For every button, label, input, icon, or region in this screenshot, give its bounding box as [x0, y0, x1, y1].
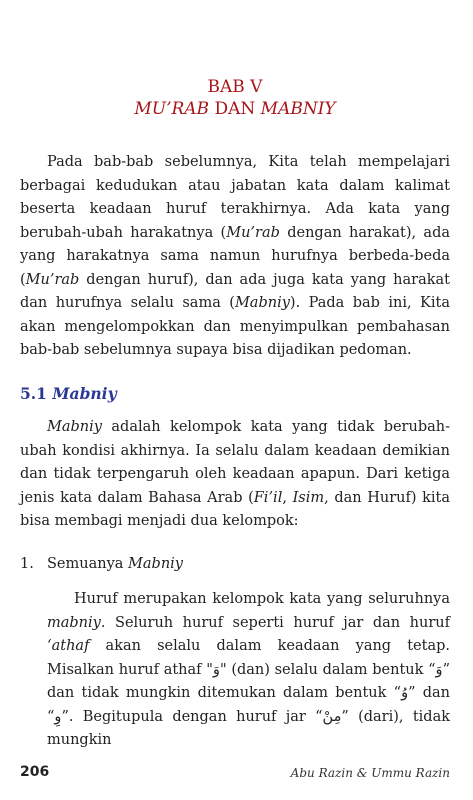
list-emphasis-1: mabniy [47, 614, 101, 631]
list-label [47, 556, 183, 572]
list-item-paragraph [47, 588, 450, 753]
section-text-3: , dan Huruf) kita bisa membagi menjadi dua kelompok: [20, 489, 450, 529]
arabic-waw-fathah: وَ [212, 661, 220, 678]
arabic-waw-dammah: وُ [401, 685, 409, 701]
intro-text-1: Pada bab-bab sebelumnya, Kita telah mempelajari berbagai kedudukan atau jabatan kata dalam kalimat beserta keadaan huruf terakhirnya. Ada kata yang berubah-ubah harakatnya ( [20, 154, 450, 241]
list-number: 1. [20, 556, 34, 572]
chapter-name [20, 98, 450, 120]
list-text-1: Huruf merupakan kelompok kata yang seluruhnya [74, 591, 450, 607]
list-label-emphasis: Mabniy [128, 556, 183, 572]
intro-emphasis-1: Mu’rab [226, 224, 280, 241]
section-emphasis-2: Fi’il [253, 489, 283, 506]
chapter-name-part-b: DAN [209, 99, 261, 119]
list-text-7: ”. Begitupula dengan huruf jar “ [61, 708, 323, 725]
section-emphasis-3: Isim [292, 489, 325, 506]
list-text-6: ” dan “ [47, 685, 450, 725]
section-title: Mabniy [52, 384, 117, 403]
intro-text-3: dengan huruf), dan ada juga kata yang harakat dan hurufnya selalu sama ( [20, 271, 450, 311]
chapter-number: BAB V [207, 77, 263, 97]
arabic-min: مِنْ [322, 708, 342, 725]
intro-paragraph [20, 151, 450, 363]
page-number: 206 [20, 764, 50, 780]
page-footer [20, 764, 450, 784]
section-text-2: , [282, 489, 293, 506]
chapter-name-part-c: MABNIY [260, 99, 336, 119]
intro-emphasis-2: Mu’rab [25, 271, 80, 288]
chapter-title [20, 76, 450, 120]
list-text-2: . Seluruh huruf seperti huruf jar dan huruf [100, 614, 450, 631]
list-text-3: akan selalu dalam keadaan yang tetap. Misalkan huruf athaf " [47, 638, 450, 678]
intro-text-2: dengan harakat), ada yang harakatnya sama namun hurufnya berbeda-beda ( [20, 224, 450, 288]
list-text-8: ” (dari), tidak mungkin [47, 708, 451, 748]
section-number: 5.1 [20, 384, 47, 403]
list-emphasis-2: ‘athaf [47, 638, 90, 654]
arabic-waw-fathah-2: وَ [435, 661, 443, 678]
footer-author: Abu Razin & Ummu Razin [290, 766, 450, 780]
intro-emphasis-3: Mabniy [234, 295, 290, 311]
intro-text-4: ). Pada bab ini, Kita akan mengelompokkan dan menyimpulkan pembahasan bab-bab sebelumnya supaya bisa dijadikan pedoman. [20, 295, 450, 358]
section-text-1: adalah kelompok kata yang tidak berubah-ubah kondisi akhirnya. Ia selalu dalam keadaan demikian dan tidak terpengaruh oleh keadaan apapun. Dari ketiga jenis kata dalam Bahasa Arab ( [20, 419, 450, 506]
list-label-text: Semuanya [47, 556, 129, 572]
section-paragraph [20, 416, 450, 534]
chapter-name-part-a: MU’RAB [134, 99, 210, 119]
section-heading [20, 384, 117, 403]
section-emphasis-1: Mabniy [47, 419, 102, 435]
list-text-5: ” dan tidak mungkin ditemukan dalam bentuk “ [47, 661, 450, 701]
arabic-waw-kasrah: وِ [54, 708, 62, 725]
list-text-4: " (dan) selalu dalam bentuk “ [219, 661, 436, 678]
